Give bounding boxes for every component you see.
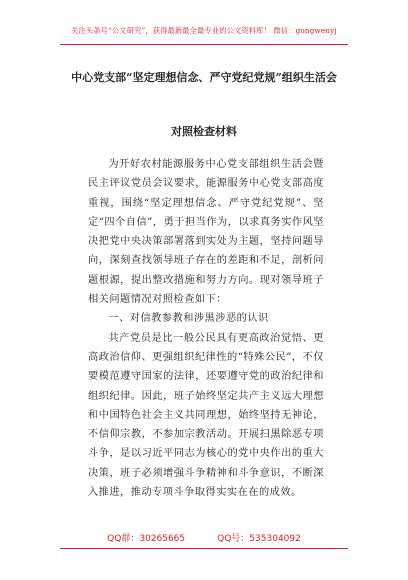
header-promo-note: 关注头条号“公文研究”，获得最新最全最专业的公文资料库！ 微信：gongwenyj [71, 26, 337, 35]
header-divider [60, 44, 348, 45]
footer-qq-group: QQ群：30265665 [107, 534, 186, 544]
footer-divider [60, 548, 348, 549]
body-paragraph: 共产党员是比一般公民具有更高政治觉悟、更高政治信仰、更强组织纪律性的“特殊公民”，不仅要模范遵守国家的法律，还要遵守党的政治纪律和组织纪律。因此，班子始终坚定共产主义远大理想和中国特色社会主义共同理想，始终坚持无神论，不信仰宗教，不参加宗教活动。开展扫黑除恶专项斗争，是以习近平同志为核心的党中央作出的重大决策，班子必须增强斗争精神和斗争意识，不断深入推进，推动专项斗争取得实实在在的成效。 [88, 332, 324, 499]
body-paragraph-intro: 为开好农村能源服务中心党支部组织生活会暨民主评议党员会议要求，能源服务中心党支部高度重视，围绕“坚定理想信念、严守党纪党规”、坚定“四个自信”，勇于担当作为，以求真务实作风坚决把党中央决策部署落到实处为主题，坚持问题导向，深刻查找领导班子存在的差距和不足，剖析问题根源，提出整改措施和努力方向。现对领导班子相关问题情况对照检查如下： [88, 159, 324, 306]
document-body [88, 155, 324, 502]
document-title: 中心党支部“坚定理想信念、严守党纪党规”组织生活会 [71, 71, 337, 84]
footer-contact [0, 531, 408, 544]
footer-qq-number: QQ号：535304092 [217, 534, 301, 544]
section-heading: 一、对信教参教和涉黑涉恶的认识 [108, 313, 269, 325]
document-subtitle: 对照检查材料 [171, 125, 237, 138]
